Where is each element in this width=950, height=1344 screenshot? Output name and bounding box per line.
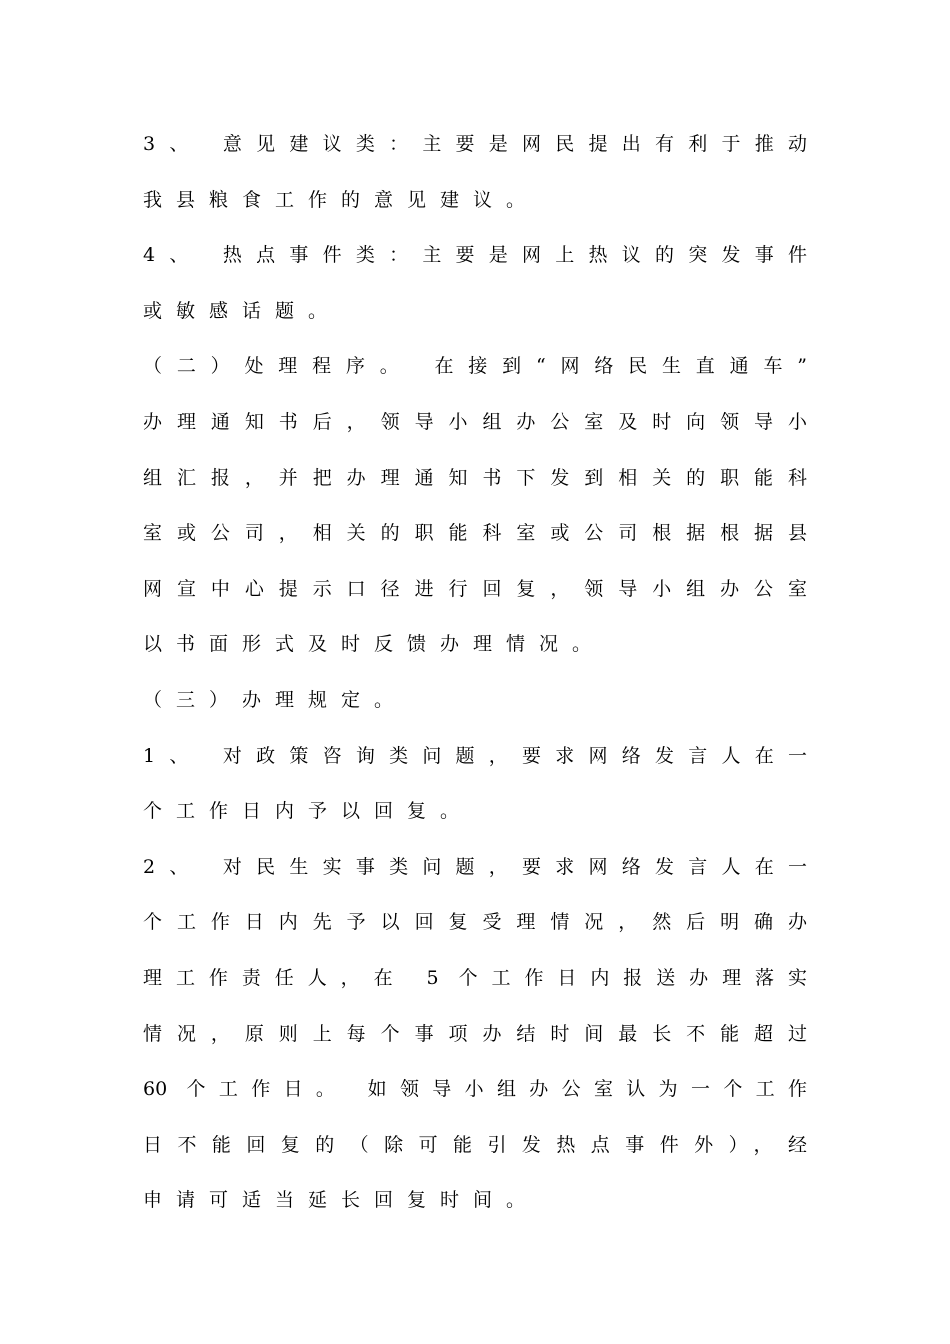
document-body: [143, 117, 807, 1229]
text-line: 1、 对政策咨询类问题，要求网络发言人在一: [143, 744, 807, 767]
text-line: 60 个工作日。 如领导小组办公室认为一个工作: [143, 1078, 807, 1101]
text-line: 理工作责任人，在 5 个工作日内报送办理落实: [143, 966, 807, 989]
text-line: 室或公司，相关的职能科室或公司根据根据县: [143, 522, 807, 545]
text-line: 网宣中心提示口径进行回复，领导小组办公室: [143, 577, 807, 600]
text-line: 个工作日内予以回复。: [143, 800, 474, 823]
text-line: 办理通知书后，领导小组办公室及时向领导小: [143, 410, 807, 433]
text-line: （二）处理程序。 在接到“网络民生直通车”: [143, 355, 807, 378]
text-line: 申请可适当延长回复时间。: [143, 1189, 540, 1212]
text-line: 个工作日内先予以回复受理情况，然后明确办: [143, 911, 807, 934]
text-line: 日不能回复的（除可能引发热点事件外），经: [143, 1133, 807, 1156]
text-line: 我县粮食工作的意见建议。: [143, 188, 540, 211]
text-line: 以书面形式及时反馈办理情况。: [143, 633, 606, 656]
text-line: 情况，原则上每个事项办结时间最长不能超过: [143, 1022, 807, 1045]
text-line: （三）办理规定。: [143, 688, 408, 711]
text-line: 3、 意见建议类：主要是网民提出有利于推动: [143, 133, 807, 155]
text-line: 2、 对民生实事类问题，要求网络发言人在一: [143, 855, 807, 878]
text-line: 组汇报，并把办理通知书下发到相关的职能科: [143, 466, 807, 489]
text-line: 或敏感话题。: [143, 299, 342, 322]
text-line: 4、 热点事件类：主要是网上热议的突发事件: [143, 244, 807, 267]
